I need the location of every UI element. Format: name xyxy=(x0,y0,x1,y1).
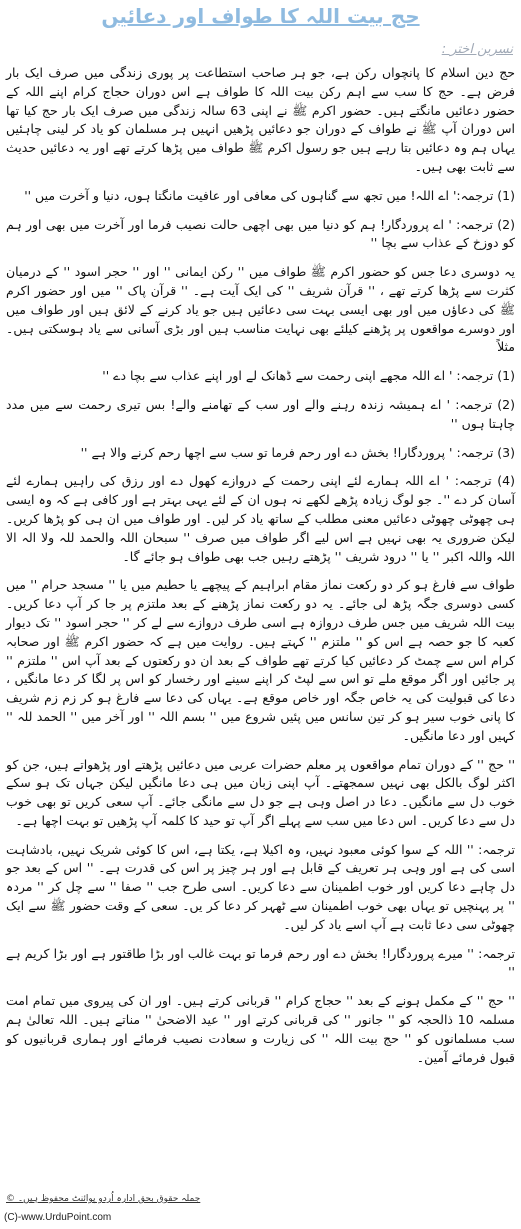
paragraph-multazam: طواف سے فارغ ہو کر دو رکعت نماز مقام ابراہیم کے پیچھے یا حطیم میں یا '' مسجد حرام '' میں کسی دوسری جگہ پڑھ لی جائے۔ یہ دو رکعت نماز پڑھنے کے بعد ملتزم پر جا کر آپ دعا کریں۔ بیت اللہ شریف میں جس طرف دروازہ ہے اسی طرف دروازے سے لے کر '' حجر اسود '' تک دیوار کعبہ کا جو حصہ ہے اس کو '' ملتزم '' کہتے ہیں۔ روایت میں ہے کہ حضور اکرم ﷺ اور صحابہ کرام اس سے چمٹ کر دعائیں کیا کرتے تھے طواف کے بعد ان دو رکعتوں کے بعد آپ اس '' ملتزم '' پر جائیں اور اگر موقع ملے تو اس سے لپٹ کر اپنے سینے اور رخسار کو اس پر لگا کر دعا مانگیں ، دعا کی قبولیت کی یہ خاص جگہ اور خاص موقع ہے۔ یہاں کی دعا سے فارغ ہو کر زم زم شریف کا پانی خوب سیر ہو کر تین سانس میں پئیں شروع میں '' بسم اللہ '' اور آخر میں '' الحمد للہ '' کہیں اور دعا مانگیں۔ xyxy=(6,577,515,743)
paragraph-dua-list-1: (1) ترجمہ: ' اے اللہ مجھے اپنی رحمت سے ڈھانک لے اور اپنے عذاب سے بچا دے '' xyxy=(102,368,515,384)
paragraph-sai-dua: ترجمہ: '' میرے پروردگارا! بخش دے اور رحم فرما تو بہت غالب اور بڑا طاقتور ہے اور بڑا کریم ہے '' xyxy=(6,945,515,980)
page-title: حج بیت اللہ کا طواف اور دعائیں xyxy=(101,4,420,28)
paragraph-intro: حج دین اسلام کا پانچواں رکن ہے، جو ہر صاحب استطاعت پر پوری زندگی میں صرف ایک بار فرض ہے۔ حج کا سب سے اہم رکن بیت اللہ کا طواف ہے اس دوران حجاج کرام اپنے اللہ کے حضور دعائیں مانگتے ہیں۔ حضور اکرم ﷺ نے اپنی 63 سالہ زندگی میں صرف ایک بار حج کیا تھا اس دوران آپ ﷺ نے طواف کے دوران جو دعائیں پڑھیں انہیں ہر مسلمان کو یاد کر لینی چاہئیں یہاں ہم وہ دعائیں بتا رہے ہیں جو رسول اکرم ﷺ طواف میں پڑھا کرتے تھے اور یہ دعائیں حدیث سے ثابت بھی ہیں۔ xyxy=(6,65,515,174)
paragraph-muallim: '' حج '' کے دوران تمام مواقعوں پر معلم حضرات عربی میں دعائیں پڑھتے اور پڑھواتے ہیں، جن کو اکثر لوگ بالکل بھی نہیں سمجھتے۔ آپ اپنی زبان میں ہی دعا مانگیں لیکن جہاں تک ہو سکے خوب دل سے مانگیں۔ دعا در اصل وہی ہے جو دل سے مانگی جائے۔ آپ سعی کریں تو بھی خوب دل سے دعا کریں۔ اس دعا میں سب سے پہلے اگر آپ تو حید کا کلمہ آپ پڑھیں تو بہت اچھا ہے۔ xyxy=(6,756,515,828)
paragraph-qurbani: '' حج '' کے مکمل ہونے کے بعد '' حجاج کرام '' قربانی کرتے ہیں۔ اور ان کی پیروی میں تمام امت مسلمہ 10 ذالحجہ کو '' جانور '' کی قربانی کرتے اور '' عید الاضحیٰ '' مناتے ہیں۔ اللہ تعالیٰ ہم سب مسلمانوں کو '' حج بیت اللہ '' کی زیارت و سعادت نصیب فرمائے اور ہماری قربانیوں کو قبول فرمائے آمین۔ xyxy=(6,993,515,1065)
copyright-notice: جملہ حقوق بحق ادارہ اُردو پوائنٹ محفوظ ہیں۔ © xyxy=(6,1194,201,1204)
site-credit-link[interactable]: (C)-www.UrduPoint.com xyxy=(4,1212,112,1223)
paragraph-dua-1: (1) ترجمہ:' اے اللہ! میں تجھ سے گناہوں کی معافی اور عافیت مانگتا ہوں، دنیا و آخرت میں '' xyxy=(24,187,515,203)
paragraph-dua-list-2: (2) ترجمہ: ' اے ہمیشہ زندہ رہنے والے اور سب کے تھامنے والے! بس تیری رحمت سے میں مدد چاہتا ہوں '' xyxy=(6,396,515,431)
article-body xyxy=(6,64,515,1077)
paragraph-dua-list-3: (3) ترجمہ: ' پروردگارا! بخش دے اور رحم فرما تو سب سے اچھا رحم کرنے والا ہے '' xyxy=(80,444,515,460)
paragraph-tawheed: ترجمہ: '' اللہ کے سوا کوئی معبود نہیں، وہ اکیلا ہے، یکتا ہے، اس کا کوئی شریک نہیں، بادشاہت اسی کی ہے اور وہی ہر تعریف کے قابل ہے اور ہر چیز پر اس کی قدرت ہے۔ '' اس کے بعد جو دل چاہے دعا کریں اور خوب اطمینان سے دعا کریں۔ اسی طرح جب '' صفا '' سے چل کر '' مردہ '' پر پہنچیں تو یہاں بھی خوب اطمینان سے ٹھہر کر دعا کر یں۔ سعی کے وقت حضور ﷺ سے ایک چھوٹی سی دعا ثابت ہے آپ اسے یاد کر لیں۔ xyxy=(6,841,515,932)
paragraph-dua-list-4: (4) ترجمہ: ' اے اللہ ہمارے لئے اپنی رحمت کے دروازے کھول دے اور رزق کی راہیں ہمارے لئے آسان کر دے ''۔ جو لوگ زیادہ پڑھے لکھے نہ ہوں ان کے لئے یہی بہتر ہے اور کافی ہے کہ وہ ایسی ہی چھوٹی چھوٹی دعائیں معنی مطلب کے ساتھ یاد کر لیں۔ اور طواف میں ان ہی کو پڑھا کریں۔ لیکن ضروری یہ بھی نہیں ہے اس لیے اگر طواف میں صرف '' سبحان اللہ والحمد للہ ولا الہ الا اللہ واللہ اکبر '' یا '' درود شریف '' پڑھتے رہیں جب بھی طواف ہو جائے گا۔ xyxy=(6,473,515,564)
author-name: نسرین اختر : xyxy=(441,42,513,57)
paragraph-dua-2: (2) ترجمہ: ' اے پروردگار! ہم کو دنیا میں بھی اچھی حالت نصیب فرما اور آخرت میں بھی اور ہم کو دوزخ کے عذاب سے بچا '' xyxy=(6,216,515,251)
paragraph-quran-note: یہ دوسری دعا جس کو حضور اکرم ﷺ طواف میں '' رکن ایمانی '' اور '' حجر اسود '' کے درمیان کثرت سے پڑھا کرتے تھے ، '' قرآن شریف '' کی ایک آیت ہے۔ '' قرآن پاک '' میں اور حضور اکرم ﷺ کی دعاؤں میں اور بھی ایسی بہت سی دعائیں ہیں جو یاد کرنے کے لائق ہیں اور طواف میں اور دوسرے مواقعوں پر پڑھنے کیلئے بھی نہایت مناسب ہیں اور بڑی آسانی سے یاد ہوسکتی ہیں۔ مثلاً xyxy=(6,264,515,355)
